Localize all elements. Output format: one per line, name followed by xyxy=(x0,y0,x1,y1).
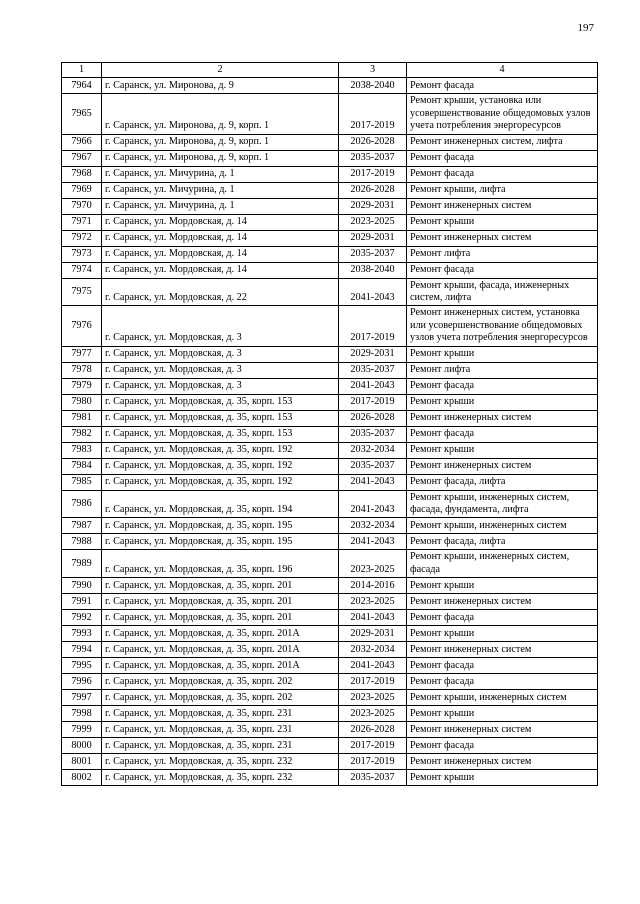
work-type-cell: Ремонт инженерных систем, лифта xyxy=(407,134,598,150)
table-row xyxy=(62,738,598,754)
years-cell: 2029-2031 xyxy=(339,198,407,214)
years-cell: 2023-2025 xyxy=(339,690,407,706)
row-number: 7974 xyxy=(62,262,102,278)
years-cell: 2032-2034 xyxy=(339,518,407,534)
address-cell: г. Саранск, ул. Мордовская, д. 3 xyxy=(102,346,339,362)
row-number: 7987 xyxy=(62,518,102,534)
row-number: 7965 xyxy=(62,94,102,134)
years-cell: 2017-2019 xyxy=(339,94,407,134)
row-number: 7998 xyxy=(62,706,102,722)
row-number: 7990 xyxy=(62,578,102,594)
table-row xyxy=(62,346,598,362)
address-cell: г. Саранск, ул. Мордовская, д. 35, корп. 201А xyxy=(102,658,339,674)
table-row xyxy=(62,394,598,410)
work-type-cell: Ремонт крыши xyxy=(407,394,598,410)
years-cell: 2035-2037 xyxy=(339,246,407,262)
row-number: 7995 xyxy=(62,658,102,674)
table-row xyxy=(62,134,598,150)
years-cell: 2041-2043 xyxy=(339,534,407,550)
table-row xyxy=(62,722,598,738)
table-row xyxy=(62,262,598,278)
table-row xyxy=(62,166,598,182)
address-cell: г. Саранск, ул. Миронова, д. 9, корп. 1 xyxy=(102,150,339,166)
years-cell: 2035-2037 xyxy=(339,426,407,442)
row-number: 8002 xyxy=(62,770,102,786)
years-cell: 2023-2025 xyxy=(339,594,407,610)
address-cell: г. Саранск, ул. Мордовская, д. 35, корп. 202 xyxy=(102,674,339,690)
years-cell: 2041-2043 xyxy=(339,278,407,306)
years-cell: 2032-2034 xyxy=(339,642,407,658)
row-number: 7973 xyxy=(62,246,102,262)
table-row xyxy=(62,78,598,94)
row-number: 8000 xyxy=(62,738,102,754)
table-row xyxy=(62,626,598,642)
years-cell: 2035-2037 xyxy=(339,770,407,786)
work-type-cell: Ремонт фасада, лифта xyxy=(407,534,598,550)
address-cell: г. Саранск, ул. Мичурина, д. 1 xyxy=(102,182,339,198)
years-cell: 2023-2025 xyxy=(339,214,407,230)
address-cell: г. Саранск, ул. Мордовская, д. 35, корп. 196 xyxy=(102,550,339,578)
work-type-cell: Ремонт инженерных систем xyxy=(407,754,598,770)
row-number: 7983 xyxy=(62,442,102,458)
address-cell: г. Саранск, ул. Мордовская, д. 35, корп. 195 xyxy=(102,518,339,534)
column-header: 2 xyxy=(102,63,339,78)
years-cell: 2014-2016 xyxy=(339,578,407,594)
table-row xyxy=(62,426,598,442)
years-cell: 2023-2025 xyxy=(339,550,407,578)
address-cell: г. Саранск, ул. Мордовская, д. 35, корп. 153 xyxy=(102,410,339,426)
address-cell: г. Саранск, ул. Мордовская, д. 35, корп. 232 xyxy=(102,754,339,770)
work-type-cell: Ремонт инженерных систем xyxy=(407,230,598,246)
row-number: 7993 xyxy=(62,626,102,642)
address-cell: г. Саранск, ул. Миронова, д. 9 xyxy=(102,78,339,94)
years-cell: 2035-2037 xyxy=(339,150,407,166)
years-cell: 2026-2028 xyxy=(339,410,407,426)
table-row xyxy=(62,658,598,674)
years-cell: 2038-2040 xyxy=(339,78,407,94)
table-row xyxy=(62,442,598,458)
address-cell: г. Саранск, ул. Мордовская, д. 35, корп. 232 xyxy=(102,770,339,786)
work-type-cell: Ремонт крыши xyxy=(407,346,598,362)
work-type-cell: Ремонт крыши, инженерных систем xyxy=(407,690,598,706)
row-number: 7967 xyxy=(62,150,102,166)
address-cell: г. Саранск, ул. Мордовская, д. 35, корп. 201А xyxy=(102,626,339,642)
years-cell: 2017-2019 xyxy=(339,738,407,754)
address-cell: г. Саранск, ул. Мордовская, д. 14 xyxy=(102,230,339,246)
row-number: 7994 xyxy=(62,642,102,658)
years-cell: 2041-2043 xyxy=(339,610,407,626)
work-type-cell: Ремонт крыши xyxy=(407,442,598,458)
work-type-cell: Ремонт крыши, инженерных систем, фасада, фундамента, лифта xyxy=(407,490,598,518)
table-row xyxy=(62,278,598,306)
row-number: 7977 xyxy=(62,346,102,362)
row-number: 7972 xyxy=(62,230,102,246)
years-cell: 2026-2028 xyxy=(339,722,407,738)
years-cell: 2017-2019 xyxy=(339,394,407,410)
table-row xyxy=(62,690,598,706)
row-number: 7985 xyxy=(62,474,102,490)
table-row xyxy=(62,754,598,770)
row-number: 7988 xyxy=(62,534,102,550)
work-type-cell: Ремонт крыши, лифта xyxy=(407,182,598,198)
address-cell: г. Саранск, ул. Мордовская, д. 35, корп. 195 xyxy=(102,534,339,550)
years-cell: 2035-2037 xyxy=(339,458,407,474)
work-type-cell: Ремонт фасада xyxy=(407,658,598,674)
address-cell: г. Саранск, ул. Мордовская, д. 14 xyxy=(102,214,339,230)
work-type-cell: Ремонт крыши xyxy=(407,214,598,230)
row-number: 7966 xyxy=(62,134,102,150)
table-row xyxy=(62,674,598,690)
table-row xyxy=(62,518,598,534)
address-cell: г. Саранск, ул. Мордовская, д. 22 xyxy=(102,278,339,306)
years-cell: 2029-2031 xyxy=(339,230,407,246)
table-header-row xyxy=(62,63,598,78)
table-row xyxy=(62,246,598,262)
row-number: 7968 xyxy=(62,166,102,182)
table-row xyxy=(62,214,598,230)
work-type-cell: Ремонт фасада xyxy=(407,674,598,690)
row-number: 7980 xyxy=(62,394,102,410)
address-cell: г. Саранск, ул. Мордовская, д. 35, корп. 192 xyxy=(102,442,339,458)
work-type-cell: Ремонт фасада xyxy=(407,262,598,278)
table-row xyxy=(62,706,598,722)
work-type-cell: Ремонт фасада xyxy=(407,166,598,182)
work-type-cell: Ремонт крыши xyxy=(407,626,598,642)
address-cell: г. Саранск, ул. Мордовская, д. 35, корп. 192 xyxy=(102,474,339,490)
work-type-cell: Ремонт фасада xyxy=(407,378,598,394)
table-row xyxy=(62,610,598,626)
address-cell: г. Саранск, ул. Мордовская, д. 3 xyxy=(102,378,339,394)
work-type-cell: Ремонт крыши xyxy=(407,706,598,722)
work-type-cell: Ремонт фасада xyxy=(407,738,598,754)
years-cell: 2029-2031 xyxy=(339,346,407,362)
page-number: 197 xyxy=(577,22,594,34)
column-header: 3 xyxy=(339,63,407,78)
address-cell: г. Саранск, ул. Мордовская, д. 35, корп. 201 xyxy=(102,594,339,610)
years-cell: 2017-2019 xyxy=(339,674,407,690)
years-cell: 2041-2043 xyxy=(339,378,407,394)
work-type-cell: Ремонт крыши, установка или усовершенствование общедомовых узлов учета потребления энергоресурсов xyxy=(407,94,598,134)
address-cell: г. Саранск, ул. Мордовская, д. 35, корп. 194 xyxy=(102,490,339,518)
years-cell: 2035-2037 xyxy=(339,362,407,378)
work-type-cell: Ремонт крыши xyxy=(407,578,598,594)
table-row xyxy=(62,490,598,518)
work-type-cell: Ремонт фасада xyxy=(407,150,598,166)
address-cell: г. Саранск, ул. Мордовская, д. 14 xyxy=(102,246,339,262)
years-cell: 2029-2031 xyxy=(339,626,407,642)
years-cell: 2023-2025 xyxy=(339,706,407,722)
work-type-cell: Ремонт крыши xyxy=(407,770,598,786)
years-cell: 2032-2034 xyxy=(339,442,407,458)
work-type-cell: Ремонт инженерных систем xyxy=(407,594,598,610)
repair-schedule-table xyxy=(61,62,598,786)
years-cell: 2038-2040 xyxy=(339,262,407,278)
address-cell: г. Саранск, ул. Миронова, д. 9, корп. 1 xyxy=(102,134,339,150)
row-number: 7969 xyxy=(62,182,102,198)
table-row xyxy=(62,474,598,490)
row-number: 7986 xyxy=(62,490,102,518)
table-row xyxy=(62,378,598,394)
row-number: 7992 xyxy=(62,610,102,626)
work-type-cell: Ремонт фасада xyxy=(407,426,598,442)
work-type-cell: Ремонт фасада xyxy=(407,78,598,94)
address-cell: г. Саранск, ул. Мордовская, д. 35, корп. 202 xyxy=(102,690,339,706)
address-cell: г. Саранск, ул. Мордовская, д. 35, корп. 192 xyxy=(102,458,339,474)
address-cell: г. Саранск, ул. Мордовская, д. 35, корп. 231 xyxy=(102,706,339,722)
years-cell: 2017-2019 xyxy=(339,754,407,770)
row-number: 7999 xyxy=(62,722,102,738)
work-type-cell: Ремонт инженерных систем xyxy=(407,722,598,738)
column-header: 4 xyxy=(407,63,598,78)
table-row xyxy=(62,534,598,550)
table-row xyxy=(62,410,598,426)
row-number: 7979 xyxy=(62,378,102,394)
table-row xyxy=(62,578,598,594)
row-number: 7970 xyxy=(62,198,102,214)
address-cell: г. Саранск, ул. Мордовская, д. 3 xyxy=(102,362,339,378)
address-cell: г. Саранск, ул. Мордовская, д. 35, корп. 153 xyxy=(102,394,339,410)
address-cell: г. Саранск, ул. Мордовская, д. 35, корп. 231 xyxy=(102,722,339,738)
work-type-cell: Ремонт лифта xyxy=(407,246,598,262)
address-cell: г. Саранск, ул. Мордовская, д. 35, корп. 201А xyxy=(102,642,339,658)
row-number: 7989 xyxy=(62,550,102,578)
table-row xyxy=(62,594,598,610)
years-cell: 2026-2028 xyxy=(339,182,407,198)
table-row xyxy=(62,230,598,246)
row-number: 7981 xyxy=(62,410,102,426)
row-number: 7975 xyxy=(62,278,102,306)
table-row xyxy=(62,182,598,198)
work-type-cell: Ремонт крыши, инженерных систем xyxy=(407,518,598,534)
address-cell: г. Саранск, ул. Мордовская, д. 35, корп. 231 xyxy=(102,738,339,754)
row-number: 7982 xyxy=(62,426,102,442)
work-type-cell: Ремонт инженерных систем xyxy=(407,642,598,658)
row-number: 7976 xyxy=(62,306,102,346)
table-row xyxy=(62,306,598,346)
address-cell: г. Саранск, ул. Мордовская, д. 3 xyxy=(102,306,339,346)
years-cell: 2026-2028 xyxy=(339,134,407,150)
address-cell: г. Саранск, ул. Мордовская, д. 14 xyxy=(102,262,339,278)
years-cell: 2041-2043 xyxy=(339,490,407,518)
address-cell: г. Саранск, ул. Мордовская, д. 35, корп. 201 xyxy=(102,578,339,594)
row-number: 7964 xyxy=(62,78,102,94)
work-type-cell: Ремонт инженерных систем, установка или усовершенствование общедомовых узлов учета потребления энергоресурсов xyxy=(407,306,598,346)
table-row xyxy=(62,458,598,474)
table-row xyxy=(62,642,598,658)
row-number: 7996 xyxy=(62,674,102,690)
work-type-cell: Ремонт лифта xyxy=(407,362,598,378)
row-number: 8001 xyxy=(62,754,102,770)
work-type-cell: Ремонт инженерных систем xyxy=(407,410,598,426)
table-row xyxy=(62,770,598,786)
years-cell: 2041-2043 xyxy=(339,658,407,674)
column-header: 1 xyxy=(62,63,102,78)
address-cell: г. Саранск, ул. Мичурина, д. 1 xyxy=(102,198,339,214)
work-type-cell: Ремонт крыши, фасада, инженерных систем, лифта xyxy=(407,278,598,306)
table-row xyxy=(62,94,598,134)
work-type-cell: Ремонт фасада, лифта xyxy=(407,474,598,490)
years-cell: 2017-2019 xyxy=(339,166,407,182)
table-row xyxy=(62,362,598,378)
row-number: 7997 xyxy=(62,690,102,706)
table-body xyxy=(62,78,598,786)
row-number: 7978 xyxy=(62,362,102,378)
address-cell: г. Саранск, ул. Мордовская, д. 35, корп. 201 xyxy=(102,610,339,626)
address-cell: г. Саранск, ул. Мичурина, д. 1 xyxy=(102,166,339,182)
table-row xyxy=(62,198,598,214)
table-row xyxy=(62,150,598,166)
table-row xyxy=(62,550,598,578)
address-cell: г. Саранск, ул. Мордовская, д. 35, корп. 153 xyxy=(102,426,339,442)
row-number: 7984 xyxy=(62,458,102,474)
years-cell: 2041-2043 xyxy=(339,474,407,490)
work-type-cell: Ремонт фасада xyxy=(407,610,598,626)
work-type-cell: Ремонт крыши, инженерных систем, фасада xyxy=(407,550,598,578)
row-number: 7971 xyxy=(62,214,102,230)
work-type-cell: Ремонт инженерных систем xyxy=(407,198,598,214)
work-type-cell: Ремонт инженерных систем xyxy=(407,458,598,474)
row-number: 7991 xyxy=(62,594,102,610)
years-cell: 2017-2019 xyxy=(339,306,407,346)
address-cell: г. Саранск, ул. Миронова, д. 9, корп. 1 xyxy=(102,94,339,134)
